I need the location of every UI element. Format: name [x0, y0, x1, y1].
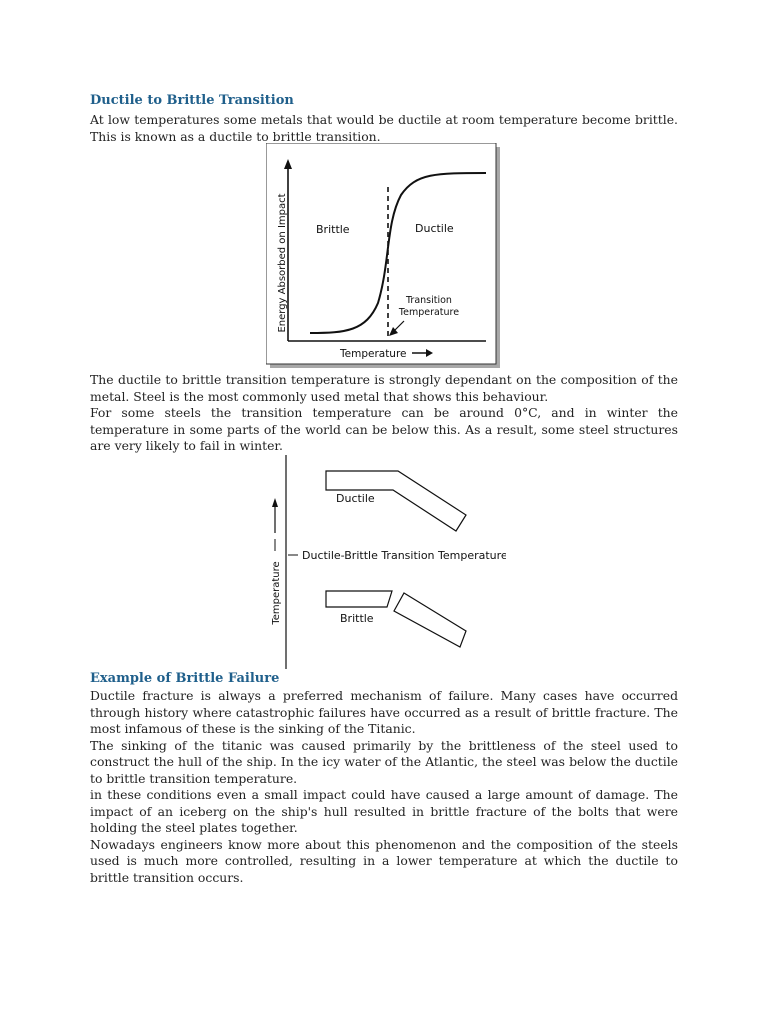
- ductile-label: Ductile: [336, 492, 375, 505]
- annotation-line1: Transition: [406, 295, 452, 306]
- winter-paragraph: For some steels the transition temperature can be around 0°C, and in winter the temperature in some parts of the world can be below this. As a result, some steel structures are very likely to fail in winter.: [90, 405, 678, 453]
- nowadays-paragraph: Nowadays engineers know more about this phenomenon and the composition of the steels used is much more controlled, resulting in a lower temperature at which the ductile to brittle transition occurs.: [90, 836, 678, 885]
- titanic-paragraph: The sinking of the titanic was caused primarily by the brittleness of the steel used to construct the hull of the ship. In the icy water of the Atlantic, the steel was below the ductile to brittle transition temperature.: [90, 737, 678, 786]
- brittle-bar-right-piece: [394, 593, 466, 647]
- heading-ductile-brittle-transition: Ductile to Brittle Transition: [90, 93, 294, 108]
- transition-curve-figure: [266, 143, 500, 368]
- intro-paragraph: At low temperatures some metals that would be ductile at room temperature become brittle. This is known as a ductile to brittle transition.: [90, 112, 678, 144]
- section1-body: [90, 112, 678, 145]
- transition-temperature-label: Ductile-Brittle Transition Temperature: [302, 549, 506, 562]
- brittle-label: Brittle: [340, 612, 374, 625]
- bending-comparison-svg: [266, 455, 506, 673]
- temperature-axis-label: Temperature: [271, 561, 282, 625]
- section3-body: [90, 688, 678, 886]
- bending-comparison-figure: [266, 455, 506, 673]
- figure-frame: [266, 143, 496, 364]
- section2-body: [90, 372, 678, 455]
- temperature-arrowhead: [272, 498, 278, 507]
- x-axis-label: Temperature: [340, 348, 407, 360]
- impact-paragraph: in these conditions even a small impact could have caused a large amount of damage. The impact of an iceberg on the ship's hull resulted in brittle fracture of the bolts that were holding the steel plates together.: [90, 787, 678, 835]
- brittle-region-label: Brittle: [316, 223, 350, 236]
- brittle-bar-left-piece: [326, 591, 392, 607]
- ductile-region-label: Ductile: [415, 222, 454, 235]
- y-axis-label: Energy Absorbed on Impact: [277, 193, 288, 333]
- annotation-line2: Temperature: [398, 307, 460, 318]
- composition-paragraph: The ductile to brittle transition temperature is strongly dependant on the composition of the metal. Steel is the most commonly used metal that shows this behaviour.: [90, 372, 678, 404]
- transition-curve-svg: [266, 143, 500, 368]
- heading-brittle-failure-example: Example of Brittle Failure: [90, 671, 280, 686]
- fracture-paragraph: Ductile fracture is always a preferred mechanism of failure. Many cases have occurred through history where catastrophic failures have occurred as a result of brittle fracture. The most infamous of these is the sinking of the Titanic.: [90, 688, 678, 736]
